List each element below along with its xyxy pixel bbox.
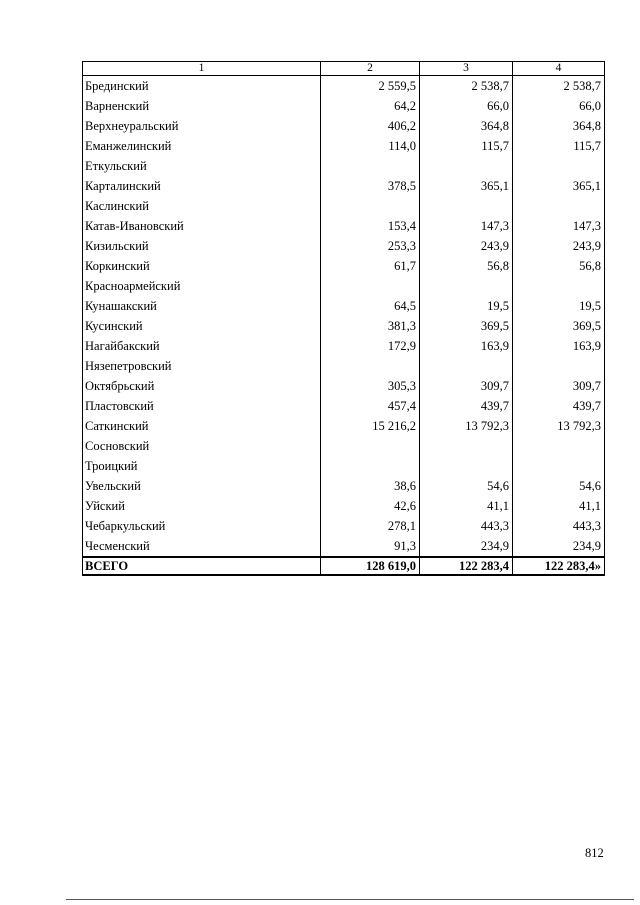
value-col2 xyxy=(321,356,420,376)
district-name: Чебаркульский xyxy=(83,516,321,536)
total-value-col2: 128 619,0 xyxy=(321,557,420,575)
value-col4: 163,9 xyxy=(513,336,605,356)
district-name: Карталинский xyxy=(83,176,321,196)
column-number-row xyxy=(83,62,605,76)
value-col3: 13 792,3 xyxy=(420,416,513,436)
value-col3 xyxy=(420,276,513,296)
value-col3: 364,8 xyxy=(420,116,513,136)
value-col2: 15 216,2 xyxy=(321,416,420,436)
value-col4 xyxy=(513,156,605,176)
table-row xyxy=(83,296,605,316)
value-col3: 2 538,7 xyxy=(420,76,513,97)
table-row xyxy=(83,236,605,256)
value-col3 xyxy=(420,436,513,456)
table-row xyxy=(83,516,605,536)
page-number: 812 xyxy=(585,846,604,860)
table-row xyxy=(83,496,605,516)
district-name: Коркинский xyxy=(83,256,321,276)
column-header-1: 1 xyxy=(83,62,321,76)
value-col2: 378,5 xyxy=(321,176,420,196)
district-name: Еманжелинский xyxy=(83,136,321,156)
value-col2: 42,6 xyxy=(321,496,420,516)
district-name: Чесменский xyxy=(83,536,321,557)
value-col2: 172,9 xyxy=(321,336,420,356)
total-row xyxy=(83,557,605,575)
table-row xyxy=(83,156,605,176)
value-col2: 61,7 xyxy=(321,256,420,276)
district-name: Красноармейский xyxy=(83,276,321,296)
value-col2: 64,5 xyxy=(321,296,420,316)
district-name: Увельский xyxy=(83,476,321,496)
value-col4 xyxy=(513,456,605,476)
value-col3: 66,0 xyxy=(420,96,513,116)
value-col4: 309,7 xyxy=(513,376,605,396)
table-row xyxy=(83,176,605,196)
value-col2: 278,1 xyxy=(321,516,420,536)
value-col2: 64,2 xyxy=(321,96,420,116)
table-row xyxy=(83,76,605,97)
district-name: Троицкий xyxy=(83,456,321,476)
value-col3: 443,3 xyxy=(420,516,513,536)
table-row xyxy=(83,476,605,496)
value-col4: 369,5 xyxy=(513,316,605,336)
page-bottom-divider xyxy=(66,899,634,900)
value-col3 xyxy=(420,156,513,176)
table-row xyxy=(83,456,605,476)
value-col2: 381,3 xyxy=(321,316,420,336)
table-row xyxy=(83,256,605,276)
district-name: Сосновский xyxy=(83,436,321,456)
value-col3: 243,9 xyxy=(420,236,513,256)
value-col3: 56,8 xyxy=(420,256,513,276)
value-col3: 234,9 xyxy=(420,536,513,557)
value-col2: 2 559,5 xyxy=(321,76,420,97)
value-col3: 163,9 xyxy=(420,336,513,356)
value-col4: 243,9 xyxy=(513,236,605,256)
value-col4: 66,0 xyxy=(513,96,605,116)
total-value-col4: 122 283,4» xyxy=(513,557,605,575)
value-col4: 364,8 xyxy=(513,116,605,136)
value-col2 xyxy=(321,456,420,476)
table-row xyxy=(83,136,605,156)
district-name: Кунашакский xyxy=(83,296,321,316)
value-col4: 56,8 xyxy=(513,256,605,276)
value-col3: 309,7 xyxy=(420,376,513,396)
value-col3: 147,3 xyxy=(420,216,513,236)
value-col2 xyxy=(321,276,420,296)
district-name: Каслинский xyxy=(83,196,321,216)
value-col2 xyxy=(321,436,420,456)
column-header-2: 2 xyxy=(321,62,420,76)
value-col2: 457,4 xyxy=(321,396,420,416)
value-col4: 234,9 xyxy=(513,536,605,557)
value-col4: 13 792,3 xyxy=(513,416,605,436)
value-col4: 439,7 xyxy=(513,396,605,416)
value-col2 xyxy=(321,196,420,216)
table-row xyxy=(83,196,605,216)
value-col4 xyxy=(513,356,605,376)
table-row xyxy=(83,416,605,436)
table-row xyxy=(83,436,605,456)
value-col4: 19,5 xyxy=(513,296,605,316)
value-col3 xyxy=(420,356,513,376)
value-col2: 38,6 xyxy=(321,476,420,496)
value-col4: 54,6 xyxy=(513,476,605,496)
total-value-col3: 122 283,4 xyxy=(420,557,513,575)
value-col3 xyxy=(420,196,513,216)
table-row xyxy=(83,356,605,376)
table-row xyxy=(83,536,605,557)
value-col4 xyxy=(513,196,605,216)
value-col3: 369,5 xyxy=(420,316,513,336)
table-row xyxy=(83,336,605,356)
value-col2: 153,4 xyxy=(321,216,420,236)
value-col4: 41,1 xyxy=(513,496,605,516)
district-name: Нагайбакский xyxy=(83,336,321,356)
table-row xyxy=(83,316,605,336)
district-name: Кусинский xyxy=(83,316,321,336)
value-col2: 305,3 xyxy=(321,376,420,396)
table-row xyxy=(83,276,605,296)
value-col2: 91,3 xyxy=(321,536,420,557)
table-row xyxy=(83,396,605,416)
value-col2: 406,2 xyxy=(321,116,420,136)
value-col4: 147,3 xyxy=(513,216,605,236)
value-col3: 54,6 xyxy=(420,476,513,496)
value-col4: 115,7 xyxy=(513,136,605,156)
table-body xyxy=(83,76,605,558)
district-name: Еткульский xyxy=(83,156,321,176)
value-col4: 365,1 xyxy=(513,176,605,196)
value-col4: 2 538,7 xyxy=(513,76,605,97)
district-name: Пластовский xyxy=(83,396,321,416)
district-name: Катав-Ивановский xyxy=(83,216,321,236)
district-name: Брединский xyxy=(83,76,321,97)
value-col4 xyxy=(513,276,605,296)
column-header-3: 3 xyxy=(420,62,513,76)
value-col3: 439,7 xyxy=(420,396,513,416)
table-row xyxy=(83,96,605,116)
value-col2 xyxy=(321,156,420,176)
budget-table-container xyxy=(82,61,604,576)
value-col2: 114,0 xyxy=(321,136,420,156)
budget-table xyxy=(82,61,605,576)
district-name: Нязепетровский xyxy=(83,356,321,376)
value-col4 xyxy=(513,436,605,456)
value-col3 xyxy=(420,456,513,476)
value-col3: 19,5 xyxy=(420,296,513,316)
table-row xyxy=(83,216,605,236)
district-name: Октябрьский xyxy=(83,376,321,396)
value-col3: 115,7 xyxy=(420,136,513,156)
district-name: Верхнеуральский xyxy=(83,116,321,136)
table-row xyxy=(83,376,605,396)
district-name: Уйский xyxy=(83,496,321,516)
value-col3: 365,1 xyxy=(420,176,513,196)
district-name: Саткинский xyxy=(83,416,321,436)
value-col3: 41,1 xyxy=(420,496,513,516)
district-name: Кизильский xyxy=(83,236,321,256)
column-header-4: 4 xyxy=(513,62,605,76)
total-label: ВСЕГО xyxy=(83,557,321,575)
district-name: Варненский xyxy=(83,96,321,116)
table-row xyxy=(83,116,605,136)
value-col2: 253,3 xyxy=(321,236,420,256)
value-col4: 443,3 xyxy=(513,516,605,536)
